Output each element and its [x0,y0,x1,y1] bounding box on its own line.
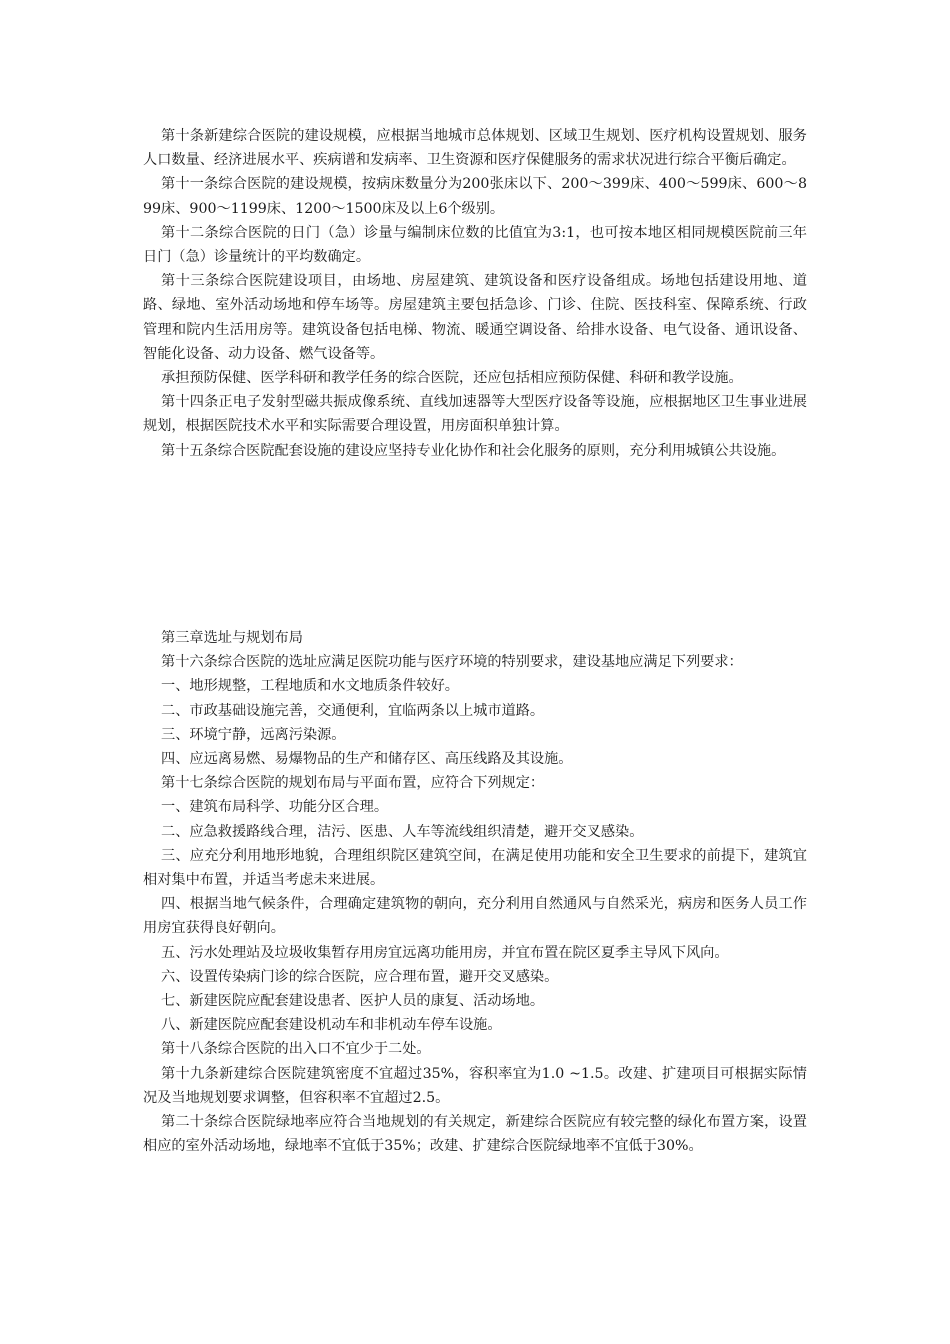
chapter-title: 第三章选址与规划布局 [161,630,303,646]
article-15: 第十五条综合医院配套设施的建设应坚持专业化协作和社会化服务的原则，充分利用城镇公共设施。 [161,442,786,459]
section-chapter-3 [143,626,807,1158]
article-17-item-4: 四、根据当地气候条件，合理确定建筑物的朝向，充分利用自然通风与自然采光，病房和医务人员工作用房宜获得良好朝向。 [143,896,807,937]
article-16-item-2: 二、市政基础设施完善，交通便利，宜临两条以上城市道路。 [161,702,545,719]
article-20: 第二十条综合医院绿地率应符合当地规划的有关规定，新建综合医院应有较完整的绿化布置方案，设置相应的室外活动场地，绿地率不宜低于35%；改建、扩建综合医院绿地率不宜低于30%。 [143,1114,807,1155]
article-17: 第十七条综合医院的规划布局与平面布置，应符合下列规定： [161,775,545,792]
section-articles-10-15 [143,124,807,463]
article-19: 第十九条新建综合医院建筑密度不宜超过35%，容积率宜为1.0 ~1.5。改建、扩建项目可根据实际情况及当地规划要求调整，但容积率不宜超过2.5。 [143,1065,807,1106]
article-13: 第十三条综合医院建设项目，由场地、房屋建筑、建筑设备和医疗设备组成。场地包括建设用地、道路、绿地、室外活动场地和停车场等。房屋建筑主要包括急诊、门诊、住院、医技科室、保障系统、行政管理和院内生活用房等。建筑设备包括电梯、物流、暖通空调设备、给排水设备、电气设备、通讯设备、智能化设备、动力设备、燃气设备等。 [143,273,807,362]
article-10: 第十条新建综合医院的建设规模，应根据当地城市总体规划、区域卫生规划、医疗机构设置规划、服务人口数量、经济进展水平、疾病谱和发病率、卫生资源和医疗保健服务的需求状况进行综合平衡后确定。 [143,128,807,169]
article-18: 第十八条综合医院的出入口不宜少于二处。 [161,1041,431,1058]
article-17-item-2: 二、应急救援路线合理，洁污、医患、人车等流线组织清楚，避开交叉感染。 [161,823,644,840]
article-17-item-7: 七、新建医院应配套建设患者、医护人员的康复、活动场地。 [161,993,545,1010]
article-16-item-4: 四、应远离易燃、易爆物品的生产和储存区、高压线路及其设施。 [161,751,573,768]
article-17-item-3: 三、应充分利用地形地貌，合理组织院区建筑空间，在满足使用功能和安全卫生要求的前提下，建筑宜相对集中布置，并适当考虑未来进展。 [143,847,807,889]
article-13-supplement: 承担预防保健、医学科研和教学任务的综合医院，还应包括相应预防保健、科研和教学设施。 [161,370,743,387]
article-17-item-6: 六、设置传染病门诊的综合医院，应合理布置，避开交叉感染。 [161,968,559,985]
article-12: 第十二条综合医院的日门（急）诊量与编制床位数的比值宜为3:1，也可按本地区相同规模医院前三年日门（急）诊量统计的平均数确定。 [143,224,807,266]
article-17-item-1: 一、建筑布局科学、功能分区合理。 [161,799,389,816]
article-14: 第十四条正电子发射型磁共振成像系统、直线加速器等大型医疗设备等设施，应根据地区卫生事业进展规划，根据医院技术水平和实际需要合理设置，用房面积单独计算。 [143,394,807,435]
article-16-item-3: 三、环境宁静，远离污染源。 [161,726,346,743]
article-16: 第十六条综合医院的选址应满足医院功能与医疗环境的特别要求，建设基地应满足下列要求： [161,654,743,671]
article-16-item-1: 一、地形规整，工程地质和水文地质条件较好。 [161,678,459,695]
article-11: 第十一条综合医院的建设规模，按病床数量分为200张床以下、200～399床、400～599床、600～899床、900～1199床、1200～1500床及以上6个级别。 [143,176,807,217]
article-17-item-5: 五、污水处理站及垃圾收集暂存用房宜远离功能用房，并宜布置在院区夏季主导风下风向。 [161,944,729,961]
article-17-item-8: 八、新建医院应配套建设机动车和非机动车停车设施。 [161,1017,502,1034]
